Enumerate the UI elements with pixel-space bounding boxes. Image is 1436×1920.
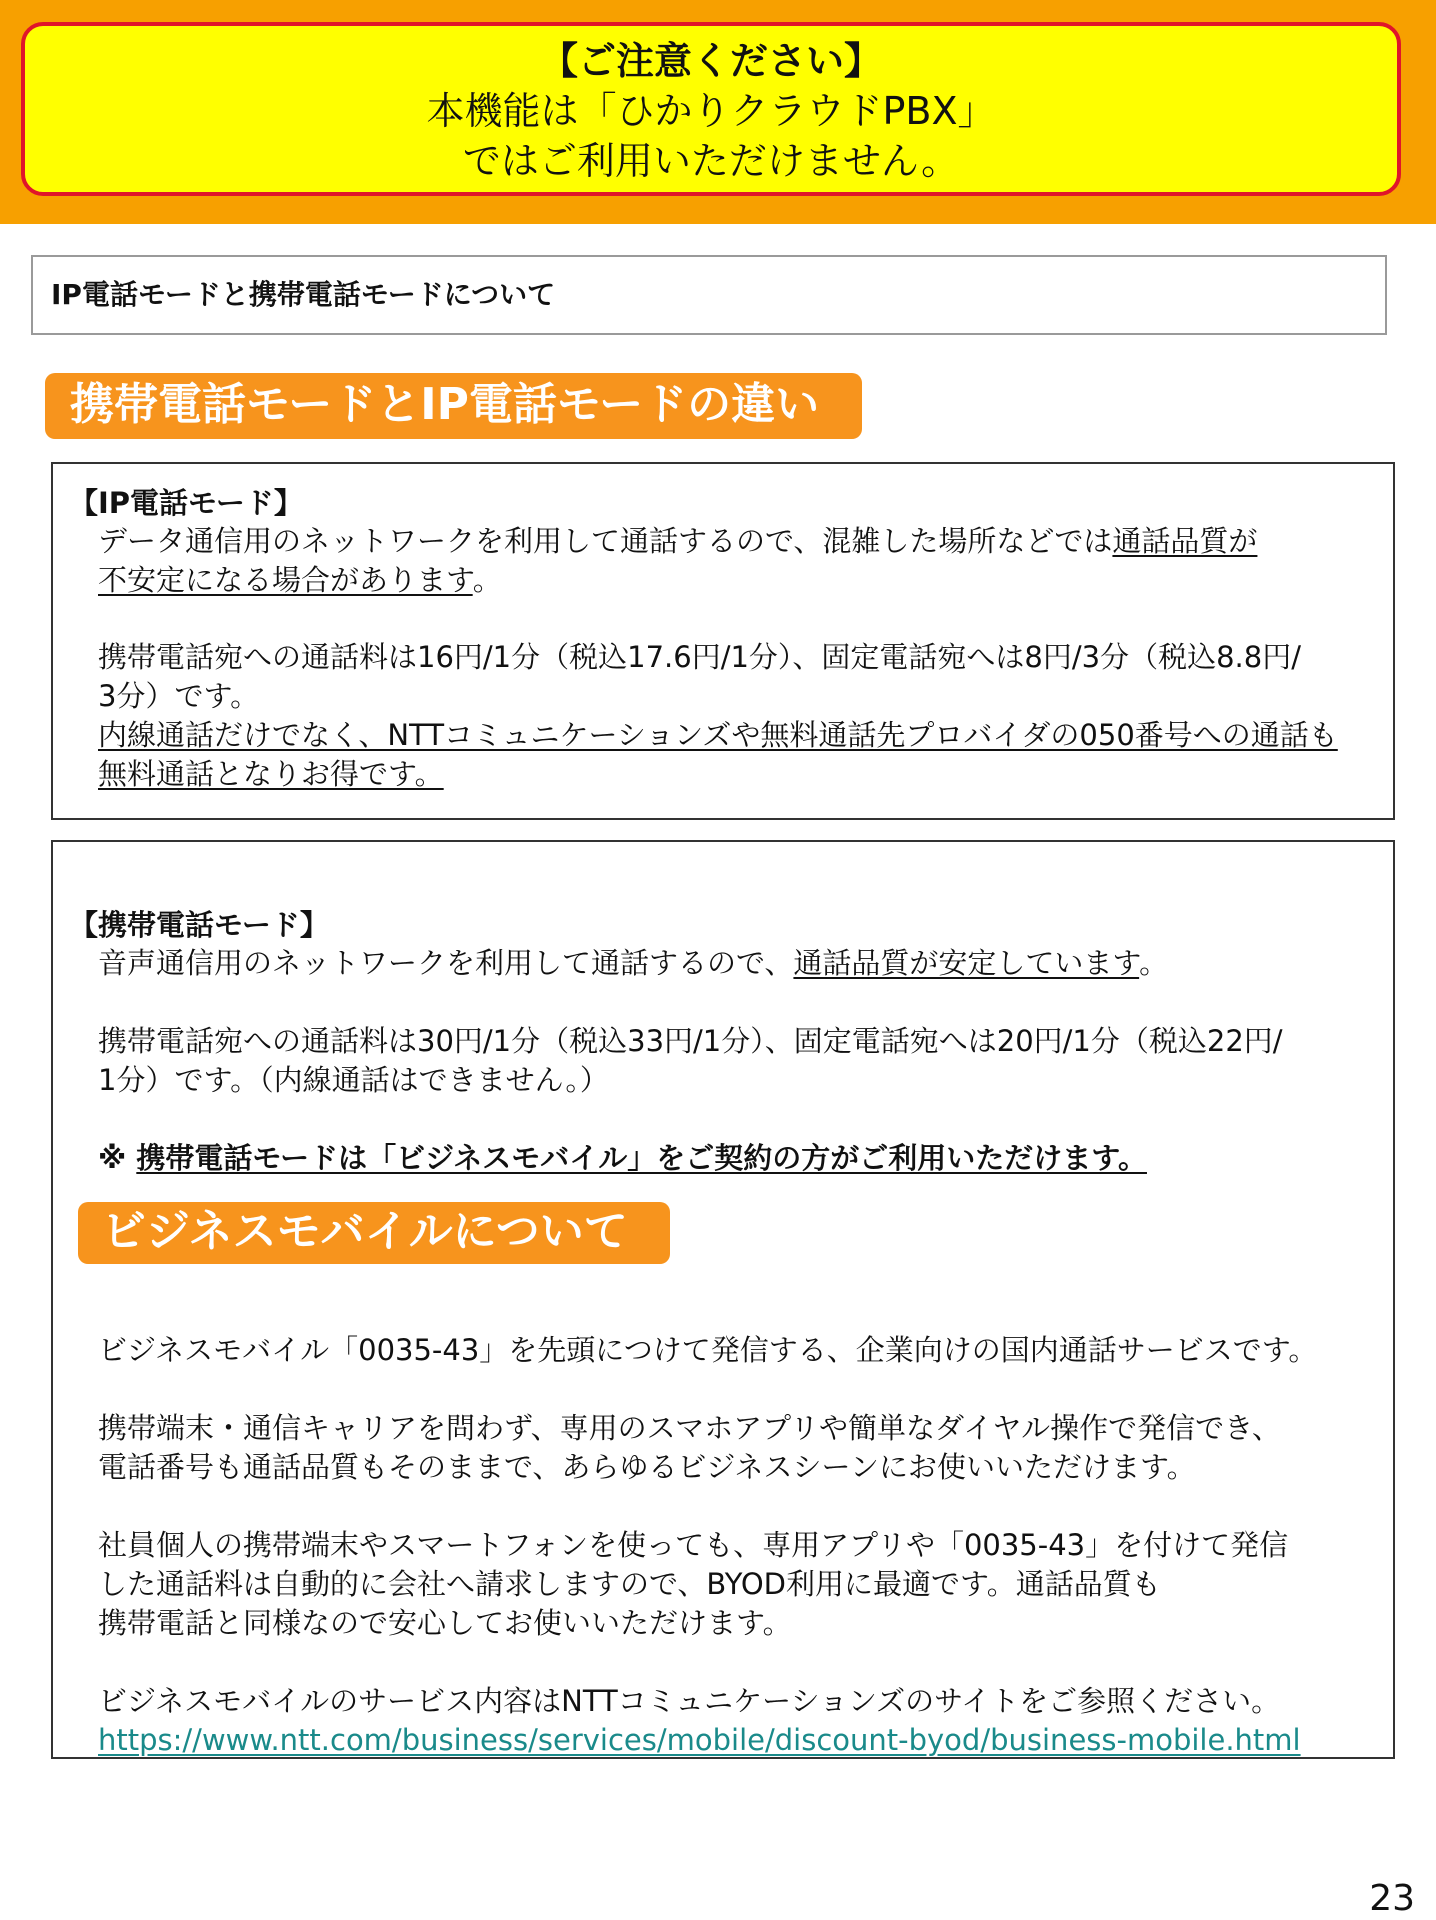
mobile-mode-heading: 【携帯電話モード】 [69,908,329,942]
ip-mode-free-call-line-2: 無料通話となりお得です。 [98,757,444,791]
ip-mode-free-call-line-1: 内線通話だけでなく、NTTコミュニケーションズや無料通話先プロバイダの050番号への通話も [98,718,1338,752]
ip-mode-rates-line-2: 3分）です。 [98,679,260,713]
ip-mode-p1-text: データ通信用のネットワークを利用して通話するので、混雑した場所などでは [98,524,1113,558]
mobile-mode-box [51,840,1395,1759]
notice-banner [0,0,1436,224]
business-mobile-intro: ビジネスモバイル「0035-43」を先頭につけて発信する、企業向けの国内通話サービスです。 [98,1333,1318,1367]
mobile-mode-p1-underlined: 通話品質が安定しています [793,946,1140,980]
mobile-mode-note [98,1139,1147,1178]
notice-heading: 【ご注意ください】 [539,39,882,83]
ip-mode-paragraph-1-cont [98,561,502,600]
ip-mode-p1-underlined-2: 不安定になる場合があります [98,563,473,597]
business-mobile-link-line [65,1721,1301,1760]
ip-mode-heading: 【IP電話モード】 [69,486,303,520]
mobile-mode-paragraph-1 [98,944,1168,983]
business-mobile-title: ビジネスモバイルについて [78,1202,670,1264]
ip-mode-p1-underlined: 通話品質が [1112,524,1258,558]
business-mobile-billing-line-3: 携帯電話と同様なので安心してお使いいただけます。 [98,1606,792,1640]
business-mobile-billing-line-1: 社員個人の携帯端末やスマートフォンを使っても、専用アプリや「0035-43」を付けて発信 [98,1528,1289,1562]
difference-title: 携帯電話モードとIP電話モードの違い [45,373,862,439]
note-mark: ※ [98,1141,127,1175]
mobile-mode-p1-text: 音声通信用のネットワークを利用して通話するので、 [98,946,794,980]
page-number: 23 [1369,1878,1415,1919]
mobile-mode-note-text: 携帯電話モードは「ビジネスモバイル」をご契約の方がご利用いただけます。 [136,1141,1147,1175]
notice-box [21,22,1401,196]
business-mobile-features-line-2: 電話番号も通話品質もそのままで、あらゆるビジネスシーンにお使いいただけます。 [98,1450,1196,1484]
business-mobile-features-line-1: 携帯端末・通信キャリアを問わず、専用のスマホアプリや簡単なダイヤル操作で発信でき、 [98,1411,1281,1445]
mobile-mode-rates-line-1: 携帯電話宛への通話料は30円/1分（税込33円/1分）、固定電話宛へは20円/1分（税込22円/ [98,1024,1283,1058]
business-mobile-link[interactable]: https://www.ntt.com/business/services/mobile/discount-byod/business-mobile.html [98,1723,1301,1757]
business-mobile-billing-line-2: した通話料は自動的に会社へ請求しますので、BYOD利用に最適です。通話品質も [98,1567,1161,1601]
notice-line-2: ではご利用いただけません。 [462,139,960,183]
business-mobile-reference: ビジネスモバイルのサービス内容はNTTコミュニケーションズのサイトをご参照ください。 [98,1684,1281,1718]
notice-line-1: 本機能は「ひかりクラウドPBX」 [426,89,996,133]
ip-mode-p1-end: 。 [472,563,502,597]
mobile-mode-p1-end: 。 [1139,946,1169,980]
ip-mode-rates-line-1: 携帯電話宛への通話料は16円/1分（税込17.6円/1分）、固定電話宛へは8円/3分（税込8.8円/ [98,640,1301,674]
mobile-mode-rates-line-2: 1分）です。（内線通話はできません。） [98,1063,609,1097]
ip-mode-box [51,462,1395,820]
section-header: IP電話モードと携帯電話モードについて [31,255,1387,335]
ip-mode-paragraph-1 [98,522,1257,561]
